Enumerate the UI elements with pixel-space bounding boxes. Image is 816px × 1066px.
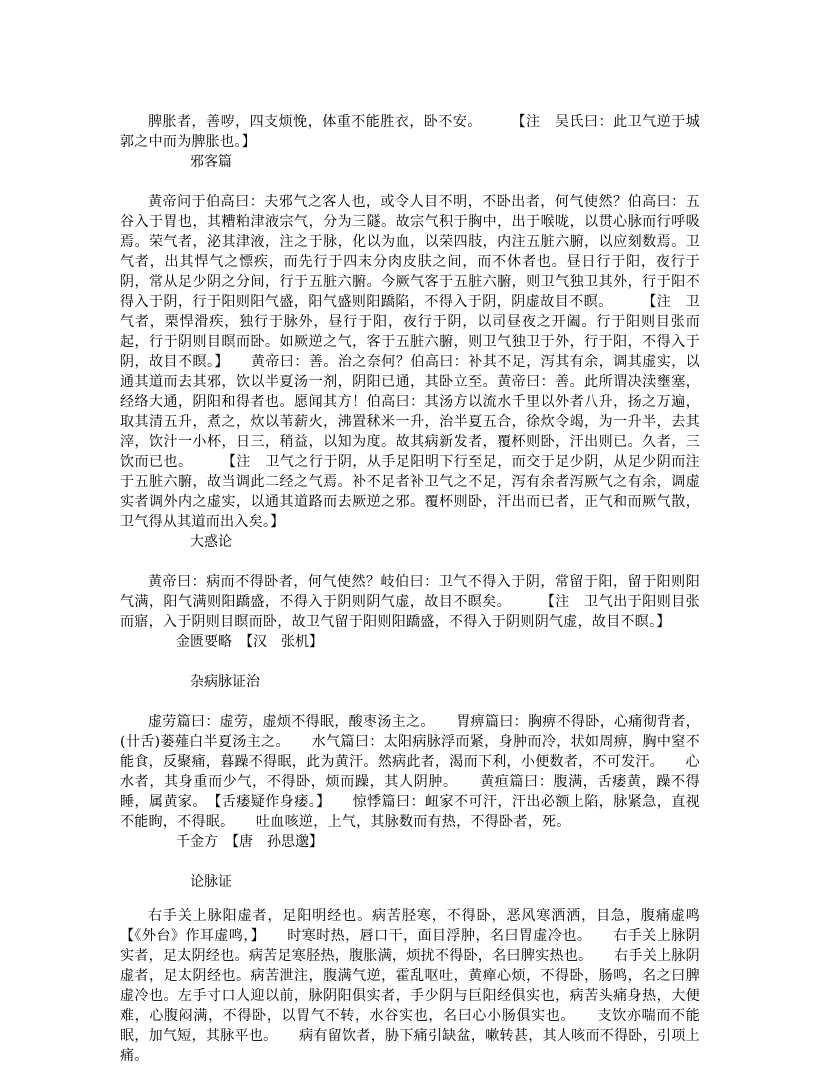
section-heading-zabing: 杂病脉证治: [190, 674, 260, 690]
book-heading-qianjin: 千金方 【唐 孙思邈】: [176, 834, 323, 850]
book-heading-jingui: 金匮要略 【汉 张机】: [176, 634, 323, 650]
section-heading-xieke: 邪客篇: [190, 154, 232, 170]
paragraph-zabing: 虚劳篇曰：虚劳，虚烦不得眠，酸枣汤主之。 胃痹篇曰：胸痹不得卧，心痛彻背者，(卄舌)蒌薤白半夏汤主之。 水气篇曰：太阳病脉浮而紧，身肿而冷，状如周痹，胸中窒不能食，反聚痛，暮躁不得眠，此为黄汗。然病此者，渴而下利，小便数者，不可发汗。 心水者，其身重而少气，不得卧，烦而躁，其人阴肿。 黄疸篇曰：腹满，舌痿黄，躁不得睡，属黄家。 【舌痿疑作身痿。】 惊悸篇曰：衄家不可汗，汗出必额上陷，脉紧急，直视不能眴，不得眠。 吐血咳逆，上气，其脉数而有热，不得卧者，死。: [120, 714, 700, 830]
section-heading-dahuo: 大惑论: [190, 534, 232, 550]
document-page: [120, 112, 715, 1066]
paragraph-spleen-distension: 脾胀者，善哕，四支烦悗，体重不能胜衣，卧不安。 【注 吴氏曰：此卫气逆于城郭之中而为脾胀也。】: [120, 114, 700, 150]
section-heading-lunmai: 论脉证: [190, 874, 232, 890]
paragraph-xieke: 黄帝问于伯高曰：夫邪气之客人也，或令人目不明，不卧出者，何气使然？伯高曰：五谷入于胃也，其糟粕津液宗气，分为三隧。故宗气积于胸中，出于喉咙，以贯心脉而行呼吸焉。荣气者，泌其津液，注之于脉，化以为血，以荣四肢，内注五脏六腑，以应刻数焉。卫气者，出其悍气之慓疾，而先行于四末分肉皮肤之间，而不休者也。昼日行于阳，夜行于阴，常从足少阴之分间，行于五脏六腑。今厥气客于五脏六腑，则卫气独卫其外，行于阳不得入于阴，行于阳则阳气盛，阳气盛则阳蹻陷，不得入于阴，阴虚故目不瞑。 【注 卫气者，栗悍滑疾，独行于脉外，昼行于阳，夜行于阴，以司昼夜之开阖。行于阳则目张而起，行于阴则目瞑而卧。如厥逆之气，客于五脏六腑，则卫气独卫于外，行于阳，不得入于阴，故目不瞑。】 黄帝曰：善。治之奈何？伯高曰：补其不足，泻其有余，调其虚实，以通其道而去其邪，饮以半夏汤一剂，阴阳已通，其卧立至。黄帝曰：善。此所谓决渎壅塞，经络大通，阴阳和得者也。愿闻其方！伯高曰：其汤方以流水千里以外者八升，扬之万遍，取其清五升，煮之，炊以苇薪火，沸置秫米一升，治半夏五合，徐炊令竭，为一升半，去其滓，饮汁一小杯，日三，稍益，以知为度。故其病新发者，覆杯则卧，汗出则已。久者，三饮而已也。 【注 卫气之行于阴，从手足阳明下行至足，而交于足少阴，从足少阴而注于五脏六腑，故当调此二经之气焉。补不足者补卫气之不足，泻有余者泻厥气之有余，调虚实者调外内之虚实，以通其道路而去厥逆之邪。覆杯则卧，汗出而已者，正气和而厥气散，卫气得从其道而出入矣。】: [120, 194, 700, 530]
paragraph-lunmai: 右手关上脉阳虚者，足阳明经也。病苦胫寒，不得卧，恶风寒洒洒，目急，腹痛虚鸣 【《外台》作耳虚鸣，】 时寒时热，唇口干，面目浮肿，名曰胃虚冷也。 右手关上脉阴实者，足太阴经也。病苦足寒胫热，腹胀满，烦扰不得卧，名曰脾实热也。 右手关上脉阴虚者，足太阴经也。病苦泄注，腹满气逆，霍乱呕吐，黄瘅心烦，不得卧，肠鸣，名之曰脾虚冷也。左手寸口人迎以前，脉阴阳俱实者，手少阴与巨阳经俱实也，病苦头痛身热，大便难，心腹闷满，不得卧，以胃气不转，水谷实也，名曰心小肠俱实也。 支饮亦喘而不能眠，加气短，其脉平也。 病有留饮者，胁下痛引缺盆，嗽转甚，其人咳而不得卧，引项上痛。: [120, 908, 715, 1064]
paragraph-dahuo: 黄帝曰：病而不得卧者，何气使然？岐伯曰：卫气不得入于阴，常留于阳，留于阳则阳气满，阳气满则阳蹻盛，不得入于阴则阴气虚，故目不瞑矣。 【注 卫气出于阳则目张而寤，入于阴则目瞑而卧，故卫气留于阳则阳蹻盛，不得入于阴则阴气虚，故目不瞑。】: [120, 574, 700, 630]
